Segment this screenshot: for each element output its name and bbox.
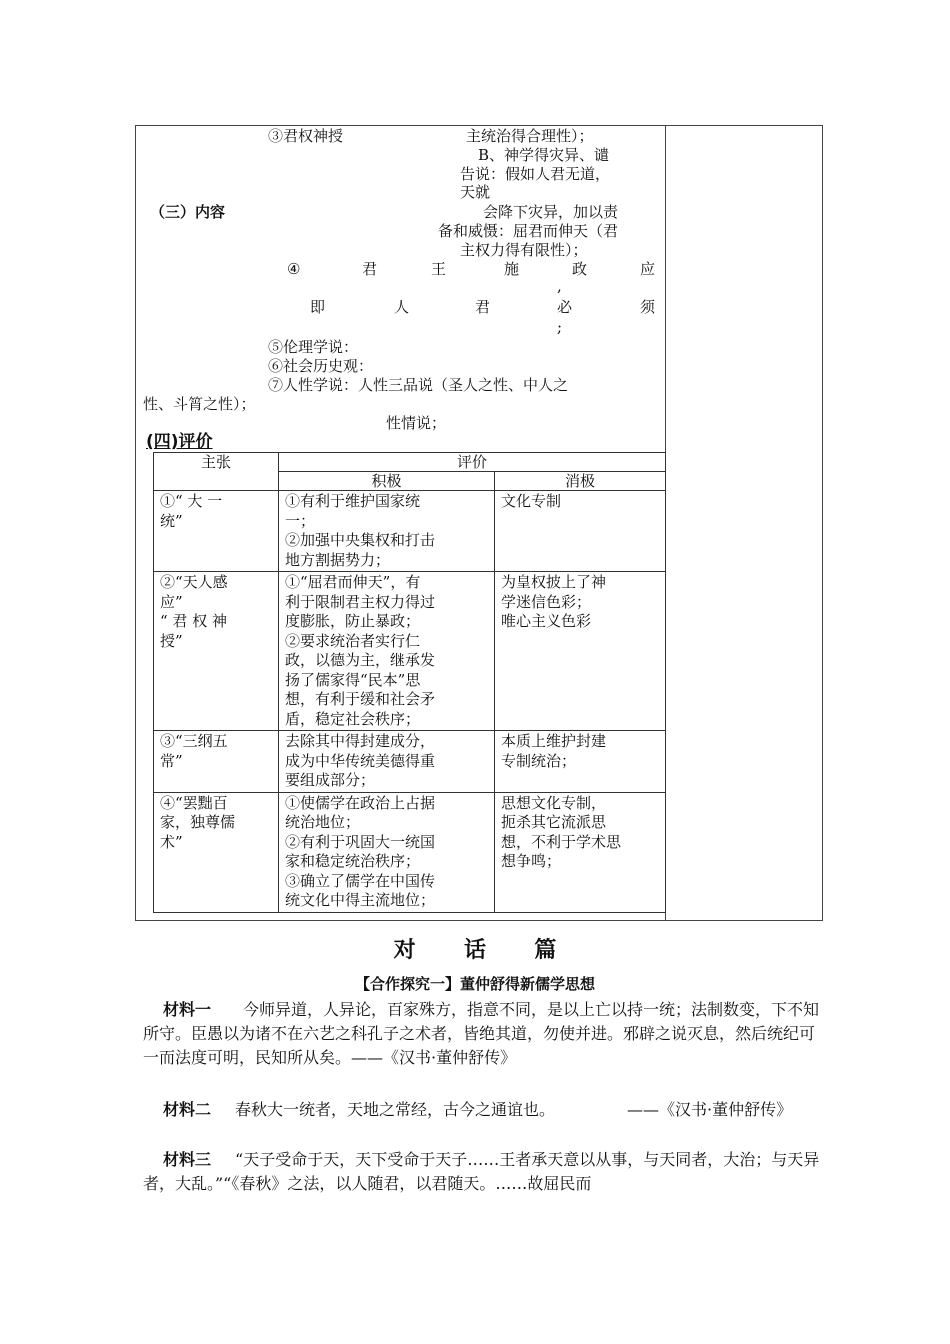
right-line-3: 告说：假如人君无道，: [460, 165, 611, 183]
material-1-label: 材料一: [163, 1000, 212, 1019]
material-3: [143, 1148, 823, 1196]
negative-line: 想争鸣；: [501, 852, 562, 870]
claim-line: ②“天人感: [160, 573, 228, 591]
item-7b: 性、斗筲之性）；: [143, 395, 256, 413]
negative-line: 思想文化专制，: [501, 793, 607, 812]
positive-line: 利于限制君主权力得过: [285, 592, 436, 611]
negative-line: 扼杀其它流派思: [501, 813, 607, 831]
positive-line: 政，以德为主，继承发: [285, 651, 436, 669]
positive-line: ①“屈君而伸天”，有: [285, 573, 421, 591]
material-2-label: 材料二: [163, 1100, 212, 1119]
table-row: [154, 792, 666, 912]
material-1-text: 今师异道，人异论，百家殊方，指意不同，是以上亡以持一统；法制数变，下不知所守。臣愚以为诸不在六艺之科孔子之术者，皆绝其道，勿使并进。邪辟之说灭息，然后统纪可一而法度可明，民知所从矣。: [143, 1000, 820, 1067]
positive-line: 去除其中得封建成分，: [285, 732, 436, 750]
positive-line: 成为中华传统美德得重: [285, 751, 436, 770]
claim-cell: [154, 731, 279, 793]
claim-line: 统”: [160, 511, 183, 530]
right-line-6: 备和威慑：屈君而伸天（君: [438, 222, 619, 240]
header-claim: 主张: [154, 453, 279, 491]
negative-cell: [495, 491, 666, 572]
item-4-char: 应: [640, 260, 656, 278]
positive-line: ③确立了儒学在中国传: [285, 871, 436, 890]
right-line-7: 主权力得有限性）；: [460, 241, 588, 259]
header-negative: 消极: [495, 472, 666, 491]
positive-line: 家和稳定统治秩序；: [285, 852, 421, 870]
claim-cell: [154, 491, 279, 572]
positive-line: 统治地位；: [285, 813, 361, 831]
section-4-heading: (四)评价: [146, 432, 213, 452]
header-positive: 积极: [279, 472, 495, 491]
item-4b-char: 必: [557, 298, 573, 316]
claim-line: 常”: [160, 751, 183, 770]
positive-line: 地方割据势力；: [285, 550, 391, 569]
claim-line: “ 君 权 神: [160, 612, 227, 630]
positive-line: 扬了儒家得“民本”思: [285, 670, 421, 689]
claim-line: 家，独尊儒: [160, 813, 236, 831]
negative-line: 专制统治；: [501, 751, 577, 770]
material-2: [143, 1098, 823, 1122]
negative-cell: [495, 572, 666, 731]
table-row: [154, 731, 666, 793]
positive-line: 要组成部分；: [285, 771, 376, 789]
item-6: ⑥社会历史观：: [268, 357, 374, 375]
right-line-1: 主统治得合理性）；: [466, 127, 594, 145]
dialogue-subtitle: 【合作探究一】董仲舒得新儒学思想: [354, 975, 595, 993]
item-4-comma: ,: [557, 277, 562, 295]
item-4-char: 君: [362, 260, 378, 278]
negative-line: 想，不利于学术思: [501, 832, 622, 851]
header-evaluation: 评价: [279, 453, 666, 472]
positive-line: ②加强中央集权和打击: [285, 531, 436, 549]
negative-line: 学迷信色彩；: [501, 592, 592, 611]
right-line-2: B、神学得灾异、谴: [478, 146, 610, 164]
item-4b-char: 即: [310, 298, 326, 316]
positive-cell: [279, 731, 495, 793]
positive-line: ②要求统治者实行仁: [285, 631, 421, 650]
table-row: [154, 491, 666, 572]
item-4b-char: 君: [475, 298, 491, 316]
negative-cell: [495, 731, 666, 793]
claim-line: ④“罢黜百: [160, 793, 228, 812]
positive-cell: [279, 491, 495, 572]
evaluation-table: [153, 452, 666, 913]
positive-line: 度膨胀，防止暴政；: [285, 612, 421, 630]
material-3-text: “天子受命于天，天下受命于天子……王者承天意以从事，与天同者，大治；与天异者，大乱。”“《春秋》之法，以人随君，以君随天。……故屈民而: [143, 1150, 820, 1193]
claim-line: ③“三纲五: [160, 732, 228, 750]
item-4-char: ④: [287, 260, 301, 278]
positive-cell: [279, 572, 495, 731]
positive-line: 统文化中得主流地位；: [285, 891, 436, 909]
negative-line: 本质上维护封建: [501, 732, 607, 750]
claim-cell: [154, 572, 279, 731]
item-4-char: 王: [431, 260, 447, 278]
negative-line: 文化专制: [501, 492, 562, 510]
item-4b-semicolon: ;: [557, 318, 563, 336]
negative-line: 为皇权披上了神: [501, 573, 607, 591]
claim-line: 术”: [160, 832, 183, 851]
claim-line: ①“ 大 一: [160, 492, 223, 510]
material-2-source: ——《汉书·董仲舒传》: [627, 1100, 793, 1119]
item-3-label: ③君权神授: [268, 127, 344, 145]
material-2-text: 春秋大一统者，天地之常经，古今之通谊也。: [235, 1100, 556, 1119]
positive-line: ①使儒学在政治上占据: [285, 793, 436, 812]
claim-cell: [154, 792, 279, 912]
material-1: [143, 998, 823, 1070]
positive-line: 一；: [285, 511, 316, 530]
positive-line: 盾，稳定社会秩序；: [285, 709, 421, 728]
right-line-4: 天就: [460, 183, 491, 201]
positive-line: 想，有利于缓和社会矛: [285, 690, 436, 708]
material-1-source: ——《汉书·董仲舒传》: [351, 1048, 517, 1067]
positive-cell: [279, 792, 495, 912]
claim-line: 授”: [160, 631, 183, 650]
dialogue-title: 对话篇: [393, 938, 605, 963]
positive-line: ②有利于巩固大一统国: [285, 832, 436, 851]
positive-line: ①有利于维护国家统: [285, 492, 421, 510]
negative-cell: [495, 792, 666, 912]
material-3-label: 材料三: [163, 1150, 212, 1169]
negative-line: 唯心主义色彩: [501, 612, 592, 630]
item-7c: 性情说；: [386, 414, 447, 432]
item-4b-char: 须: [640, 298, 656, 316]
item-7a: ⑦人性学说：人性三品说（圣人之性、中人之: [268, 376, 569, 394]
table-row: [154, 572, 666, 731]
item-4-char: 施: [504, 260, 520, 278]
section-3-heading: （三）内容: [150, 203, 226, 221]
item-4b-char: 人: [394, 298, 410, 316]
item-5: ⑤伦理学说：: [268, 338, 359, 356]
right-line-5: 会降下灾异，加以责: [483, 203, 619, 221]
claim-line: 应”: [160, 592, 183, 611]
item-4-char: 政: [572, 260, 588, 278]
